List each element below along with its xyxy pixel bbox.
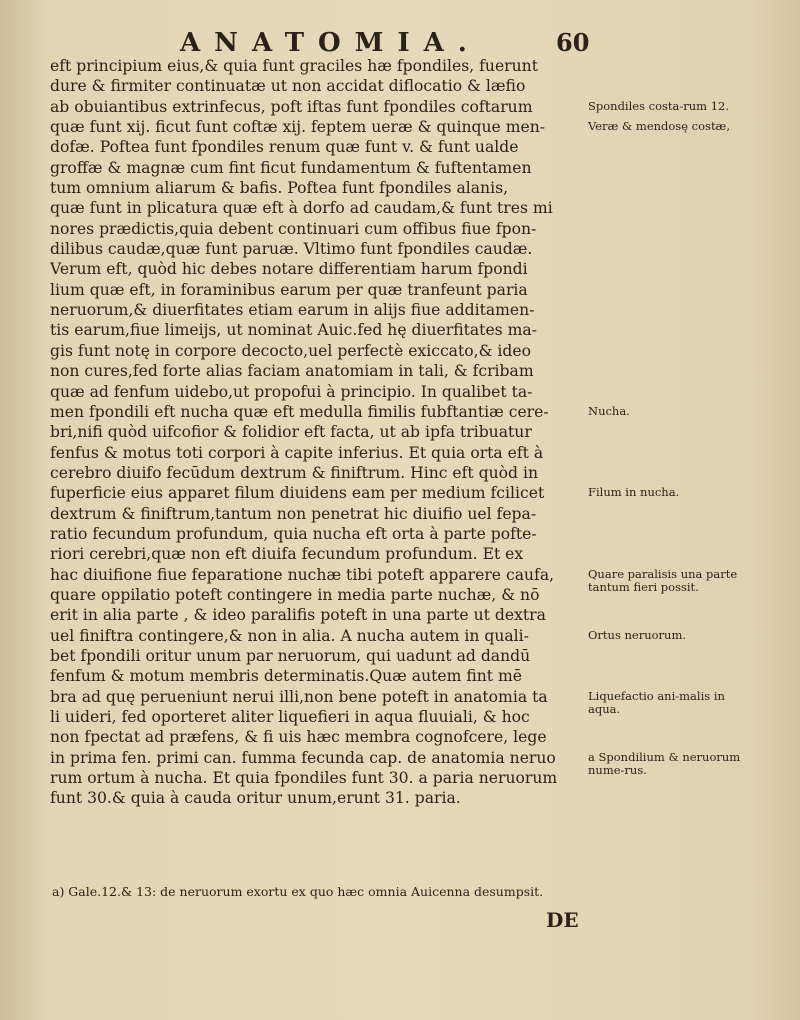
page-header (0, 28, 800, 58)
text-line: fuperficie eius apparet filum diuidens eam per medium fcilicet (50, 484, 545, 503)
text-line: ratio fecundum profundum, quia nucha eft orta à parte pofte- (50, 524, 537, 543)
margin-note: Nucha. (588, 403, 630, 418)
text-line: neruorum,& diuerfitates etiam earum in alijs fiue additamen- (50, 301, 535, 320)
margin-note: Veræ & mendosę costæ, (588, 119, 731, 134)
text-line: hac diuifione fiue feparatione nuchæ tibi poteft apparere caufa, (50, 565, 555, 584)
margin-note: Quare paralisis una parte tantum fieri possit. (588, 566, 738, 594)
running-title: ANATOMIA. (180, 28, 481, 58)
folio-number: 60 (556, 28, 590, 57)
text-line: dofæ. Poftea funt fpondiles renum quæ funt v. & funt ualde (50, 138, 519, 157)
text-line: quæ funt in plicatura quæ eft à dorfo ad caudam,& funt tres mi (50, 199, 553, 218)
text-line: riori cerebri,quæ non eft diuifa fecundum profundum. Et ex (50, 545, 524, 564)
text-line: non cures,fed forte alias faciam anatomiam in tali, & fcribam (50, 362, 534, 381)
text-line: li uideri, fed oporteret aliter liquefieri in aqua fluuiali, & hoc (50, 708, 530, 726)
margin-note: Ortus neruorum. (588, 627, 687, 642)
text-line: non fpectat ad præfens, & fi uis hæc membra cognofcere, lege (50, 728, 547, 747)
text-line: quare oppilatio poteft contingere in media parte nuchæ, & nō (50, 585, 540, 604)
text-line: tis earum,fiue limeijs, ut nominat Auic.fed hę diuerfitates ma- (50, 321, 537, 340)
main-text-column (50, 56, 590, 809)
text-line: bet fpondili oritur unum par neruorum, qui uadunt ad dandū (50, 646, 531, 665)
text-line: lium quæ eft, in foraminibus earum per quæ tranfeunt paria (50, 280, 528, 299)
text-line: nores prædictis,quia debent continuari cum offibus fiue fpon- (50, 219, 537, 238)
text-line: tum omnium aliarum & bafis. Poftea funt fpondiles alanis, (50, 179, 509, 198)
text-line: gis funt notę in corpore decocto,uel perfectè exiccato,& ideo (50, 341, 532, 360)
margin-note: Filum in nucha. (588, 485, 680, 500)
text-line: quæ funt xij. ficut funt coftæ xij. feptem ueræ & quinque men- (50, 118, 546, 137)
text-line: ab obuiantibus extrinfecus, poft iftas funt fpondiles coftarum (50, 97, 533, 116)
text-line: dure & firmiter continuatæ ut non accidat diflocatio & læfio (50, 77, 526, 96)
text-line: fenfum & motum membris determinatis.Quæ autem fint mē (50, 667, 523, 686)
text-line: cerebro diuifo fecūdum dextrum & finiftrum. Hinc eft quòd in (50, 463, 539, 482)
text-line: groffæ & magnæ cum fint ficut fundamentum & fuftentamen (50, 158, 532, 177)
text-line: fenfus & motus toti corpori à capite inferius. Et quia orta eft à (50, 443, 544, 462)
text-line: eft principium eius,& quia funt graciles hæ fpondiles, fuerunt (50, 57, 538, 75)
footnote: a) Gale.12.& 13: de neruorum exortu ex quo hæc omnia Auicenna desumpsit. (52, 884, 544, 899)
catchword: DE (546, 908, 579, 932)
text-line: in prima fen. primi can. fumma fecunda cap. de anatomia neruo (50, 748, 556, 767)
text-line: dextrum & finiftrum,tantum non penetrat hic diuifio uel fepa- (50, 504, 537, 523)
text-line: men fpondili eft nucha quæ eft medulla fimilis fubftantiæ cere- (50, 402, 549, 421)
text-line: rum ortum à nucha. Et quia fpondiles funt 30. a paria neruorum (50, 769, 558, 788)
text-line: erit in alia parte , & ideo paralifis poteft in una parte ut dextra (50, 606, 546, 625)
text-line: dilibus caudæ,quæ funt paruæ. Vltimo funt fpondiles caudæ. (50, 240, 533, 259)
text-line: funt 30.& quia à cauda oritur unum,erunt 31. paria. (50, 789, 461, 808)
text-line: Verum eft, quòd hic debes notare differentiam harum fpondi (50, 260, 528, 279)
text-line: quæ ad fenfum uidebo,ut propofui à principio. In qualibet ta- (50, 382, 533, 401)
margin-note: a Spondilium & neruorum nume-rus. (588, 749, 741, 777)
margin-note: Liquefactio ani-malis in aqua. (588, 688, 725, 716)
text-line: bra ad quę perueniunt nerui illi,non bene poteft in anatomia ta (50, 687, 548, 706)
text-line: uel finiftra contingere,& non in alia. A nucha autem in quali- (50, 626, 529, 645)
margin-note: Spondiles costa-rum 12. (588, 98, 730, 113)
text-line: bri,nifi quòd uifcofior & folidior eft facta, ut ab ipfa tribuatur (50, 423, 532, 442)
